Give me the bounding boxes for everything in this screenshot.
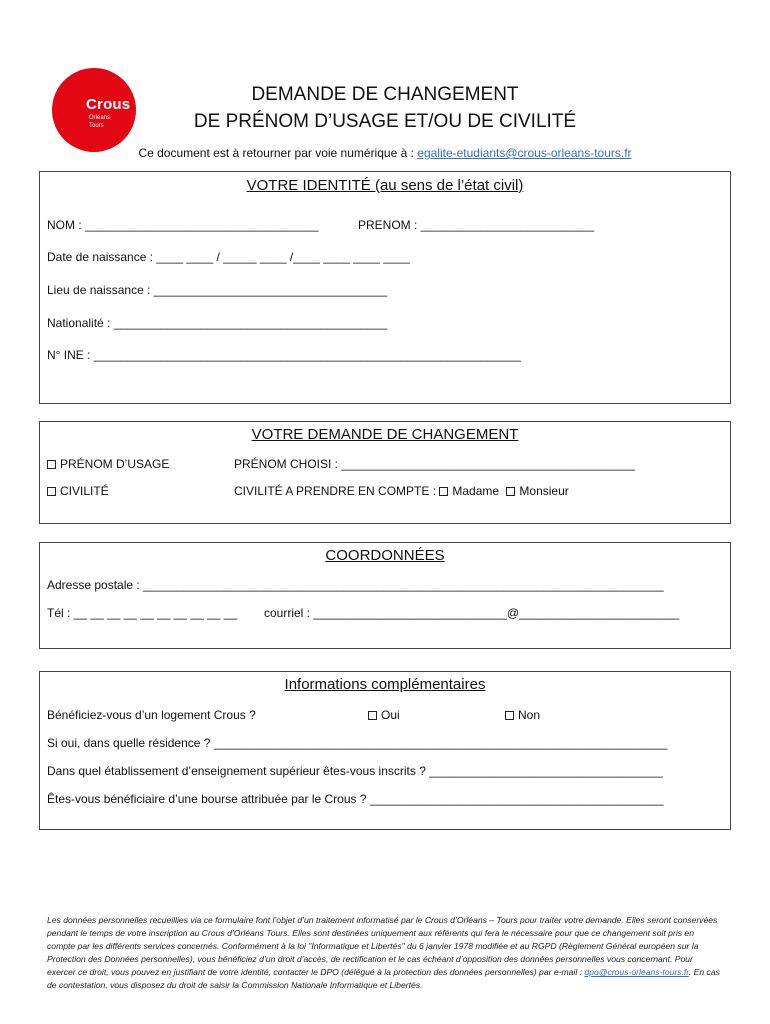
housing-non-label: Non — [518, 708, 541, 722]
return-email-link[interactable]: egalite-etudiants@crous-orleans-tours.fr — [417, 146, 632, 160]
logo-brand: Crous — [86, 96, 131, 113]
monsieur-label: Monsieur — [519, 484, 569, 498]
logo-line1: Orléans — [89, 115, 111, 121]
nom-field[interactable]: NOM : ___________________________________ — [47, 218, 319, 232]
document-title-line1: DEMANDE DE CHANGEMENT — [251, 84, 519, 105]
postal-address-field[interactable]: Adresse postale : ______________________________________________________________________________ — [47, 578, 664, 592]
housing-oui-option[interactable] — [368, 708, 400, 722]
civilite-label: CIVILITÉ — [60, 484, 109, 498]
prenom-usage-option[interactable] — [47, 457, 169, 471]
prenom-usage-checkbox[interactable] — [47, 460, 56, 469]
birth-place-field[interactable]: Lieu de naissance : ___________________________________ — [47, 283, 388, 297]
madame-checkbox[interactable] — [439, 487, 448, 496]
contact-section-title: COORDONNÉES — [325, 547, 445, 564]
privacy-notice-text: Les données personnelles recueillies via ce formulaire font l’objet d’un traitement informatisé par le Crous d’Orléans – Tours pour traiter votre demande. Elles seront conservées pendant le temps de votre inscription au Crous d’Orléans Tours. Elles sont destinées uniquement aux référents qui fera le nécessaire pour que ce changement soit pris en compte par les différents services concernés. Conformément à la loi "Informatique et Libertés" du 6 janvier 1978 modifiée et au RGPD (Règlement Général européen sur la Protection des Données personnelles), vous bénéficiez d’un droit d’accès, de rectification et le cas échéant d’opposition des données personnelles vous concernant. Pour exercer ce droit, vous pouvez en justifiant de votre identité, contacter le DPO (délégué à la protection des données personnelles) par e-mail : — [47, 915, 718, 977]
birth-date-field[interactable]: Date de naissance : ____ ____ / _____ ____ /____ ____ ____ ____ — [47, 250, 410, 264]
scholarship-field[interactable]: Êtes-vous bénéficiaire d’une bourse attribuée par le Crous ? ____________________________________________ — [47, 792, 664, 806]
crous-logo — [52, 68, 136, 152]
housing-oui-label: Oui — [381, 708, 400, 722]
housing-non-checkbox[interactable] — [505, 711, 514, 720]
request-section — [39, 421, 731, 524]
phone-field[interactable]: Tél : __ __ __ __ __ __ __ __ __ __ — [47, 606, 238, 620]
prenom-usage-label: PRÉNOM D’USAGE — [60, 457, 170, 471]
logo-line2: Tours — [89, 123, 104, 129]
return-instructions-text: Ce document est à retourner par voie numérique à : — [138, 146, 418, 160]
housing-oui-checkbox[interactable] — [368, 711, 377, 720]
housing-non-option[interactable] — [505, 708, 540, 722]
institution-field[interactable]: Dans quel établissement d’enseignement supérieur êtes-vous inscrits ? ___________________________________ — [47, 764, 663, 778]
monsieur-checkbox[interactable] — [506, 487, 515, 496]
nationality-field[interactable]: Nationalité : _________________________________________ — [47, 316, 388, 330]
residence-field[interactable]: Si oui, dans quelle résidence ? ____________________________________________________________________ — [47, 736, 668, 750]
identity-section — [39, 171, 731, 404]
civilite-choice — [234, 484, 569, 498]
request-section-title: VOTRE DEMANDE DE CHANGEMENT — [251, 426, 519, 443]
ine-field[interactable]: N° INE : ________________________________________________________________ — [47, 348, 521, 362]
dpo-email-link[interactable]: dpo@crous-orleans-tours.fr — [584, 967, 689, 977]
crous-housing-question: Bénéficiez-vous d’un logement Crous ? — [47, 708, 256, 722]
privacy-notice-text-end: . En cas de contestation, vous disposez du droit de saisir la Commission Nationale Informatique et Libertés. — [47, 967, 720, 990]
civilite-checkbox[interactable] — [47, 487, 56, 496]
document-title-line2: DE PRÉNOM D’USAGE ET/OU DE CIVILITÉ — [193, 111, 577, 132]
additional-info-title: Informations complémentaires — [284, 676, 486, 693]
civilite-prendre-label: CIVILITÉ A PRENDRE EN COMPTE : — [234, 484, 440, 498]
return-instructions — [0, 146, 770, 160]
privacy-notice — [47, 914, 722, 992]
additional-info-section — [39, 671, 731, 830]
madame-label: Madame — [452, 484, 500, 498]
prenom-field[interactable]: PRENOM : __________________________ — [358, 218, 595, 232]
civilite-option[interactable] — [47, 484, 109, 498]
identity-section-title: VOTRE IDENTITÉ (au sens de l’état civil) — [246, 177, 524, 194]
prenom-choisi-field[interactable]: PRÉNOM CHOISI : ____________________________________________ — [234, 457, 635, 471]
email-field[interactable]: courriel : _____________________________@________________________ — [264, 606, 680, 620]
contact-section — [39, 542, 731, 649]
